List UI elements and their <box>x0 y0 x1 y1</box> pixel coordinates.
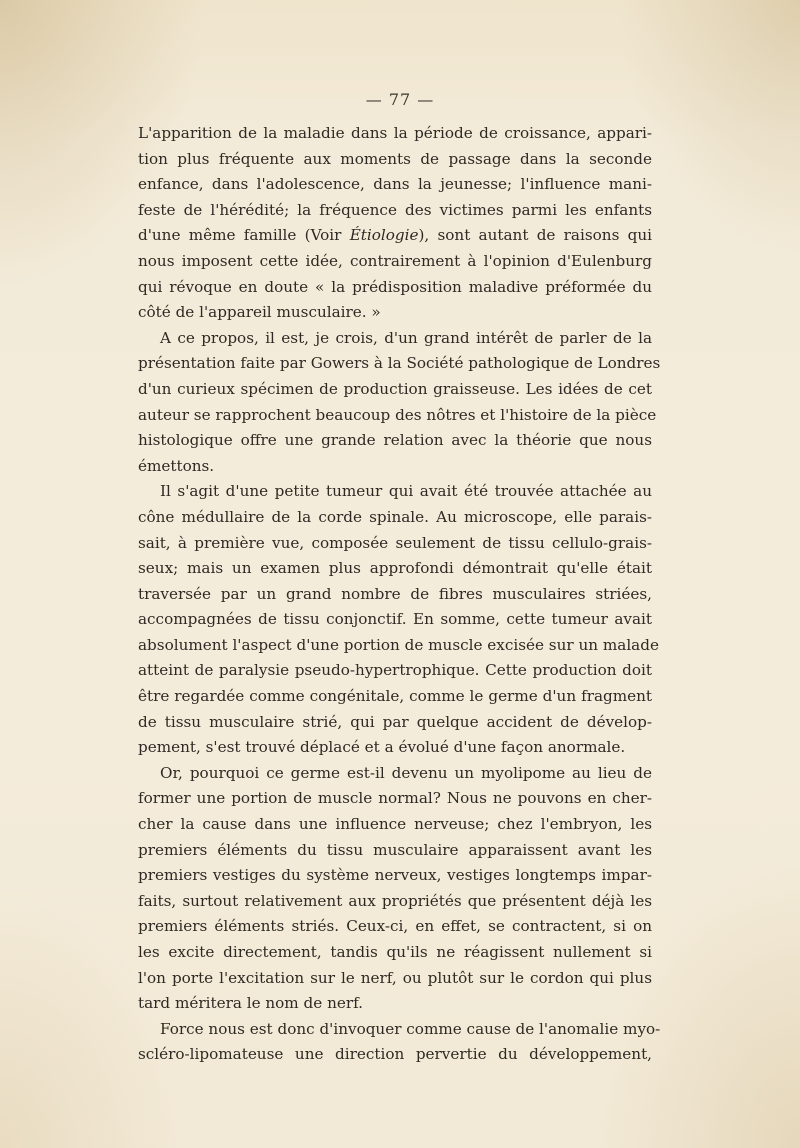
text-line: présentation faite par Gowers à la Société pathologique de Londres <box>138 354 661 373</box>
text-line: premiers éléments du tissu musculaire apparaissent avant les <box>138 840 652 859</box>
text-line: traversée par un grand nombre de fibres musculaires striées, <box>138 584 652 603</box>
paragraph <box>138 1017 661 1068</box>
text-line: tard méritera le nom de nerf. <box>138 994 364 1013</box>
body-text <box>138 121 661 1068</box>
text-line: être regardée comme congénitale, comme le germe d'un fragment <box>138 687 652 706</box>
text-line: seux; mais un examen plus approfondi démontrait qu'elle était <box>138 559 652 578</box>
text-line: émettons. <box>138 456 215 475</box>
text-segment: ), sont autant de raisons qui <box>418 226 652 245</box>
text-line <box>138 223 652 249</box>
text-line: tion plus fréquente aux moments de passage dans la seconde <box>138 149 652 168</box>
text-line: enfance, dans l'adolescence, dans la jeunesse; l'influence mani- <box>138 175 652 194</box>
text-line: de tissu musculaire strié, qui par quelque accident de dévelop- <box>138 712 652 731</box>
text-line: Force nous est donc d'invoquer comme cause de l'anomalie myo- <box>160 1019 661 1038</box>
paragraph <box>138 326 661 480</box>
text-line: former une portion de muscle normal? Nous ne pouvons en cher- <box>138 789 652 808</box>
paragraph <box>138 121 652 326</box>
text-line: absolument l'aspect d'une portion de muscle excisée sur un malade <box>138 635 659 654</box>
text-line: premiers vestiges du système nerveux, vestiges longtemps impar- <box>138 866 652 885</box>
text-line: côté de l'appareil musculaire. » <box>138 303 381 322</box>
text-line: nous imposent cette idée, contrairement à l'opinion d'Eulenburg <box>138 251 652 270</box>
text-line: scléro-lipomateuse une direction pervertie du développement, <box>138 1045 652 1064</box>
text-line: les excite directement, tandis qu'ils ne réagissent nullement si <box>138 943 652 961</box>
text-line: Or, pourquoi ce germe est-il devenu un myolipome au lieu de <box>160 763 652 782</box>
italic-reference: Étiologie <box>349 226 419 245</box>
text-line: histologique offre une grande relation avec la théorie que nous <box>138 431 652 450</box>
text-line: feste de l'hérédité; la fréquence des victimes parmi les enfants <box>138 200 652 219</box>
text-line: d'un curieux spécimen de production graisseuse. Les idées de cet <box>138 379 652 398</box>
paragraph <box>138 761 652 1017</box>
paragraph <box>138 479 659 761</box>
text-line: L'apparition de la maladie dans la période de croissance, appari- <box>138 124 652 142</box>
text-line: pement, s'est trouvé déplacé et a évolué d'une façon anormale. <box>138 738 626 757</box>
text-line: qui révoque en doute « la prédisposition maladive préformée du <box>138 277 652 296</box>
page-number: — 77 — <box>365 90 435 109</box>
text-segment: d'une même famille (Voir <box>138 226 350 245</box>
text-line: Il s'agit d'une petite tumeur qui avait été trouvée attachée au <box>160 482 652 501</box>
text-line: accompagnées de tissu conjonctif. En somme, cette tumeur avait <box>138 610 652 629</box>
text-line: faits, surtout relativement aux propriétés que présentent déjà les <box>138 891 652 910</box>
text-line: cône médullaire de la corde spinale. Au microscope, elle parais- <box>138 507 652 526</box>
text-line: premiers éléments striés. Ceux-ci, en effet, se contractent, si on <box>138 917 652 936</box>
text-line: l'on porte l'excitation sur le nerf, ou plutôt sur le cordon qui plus <box>138 968 652 987</box>
text-line: auteur se rapprochent beaucoup des nôtres et l'histoire de la pièce <box>138 405 657 424</box>
text-line: atteint de paralysie pseudo-hypertrophique. Cette production doit <box>138 661 652 680</box>
text-line: cher la cause dans une influence nerveuse; chez l'embryon, les <box>138 815 652 834</box>
text-line: sait, à première vue, composée seulement de tissu cellulo-grais- <box>138 533 652 552</box>
text-line: A ce propos, il est, je crois, d'un grand intérêt de parler de la <box>160 328 652 347</box>
